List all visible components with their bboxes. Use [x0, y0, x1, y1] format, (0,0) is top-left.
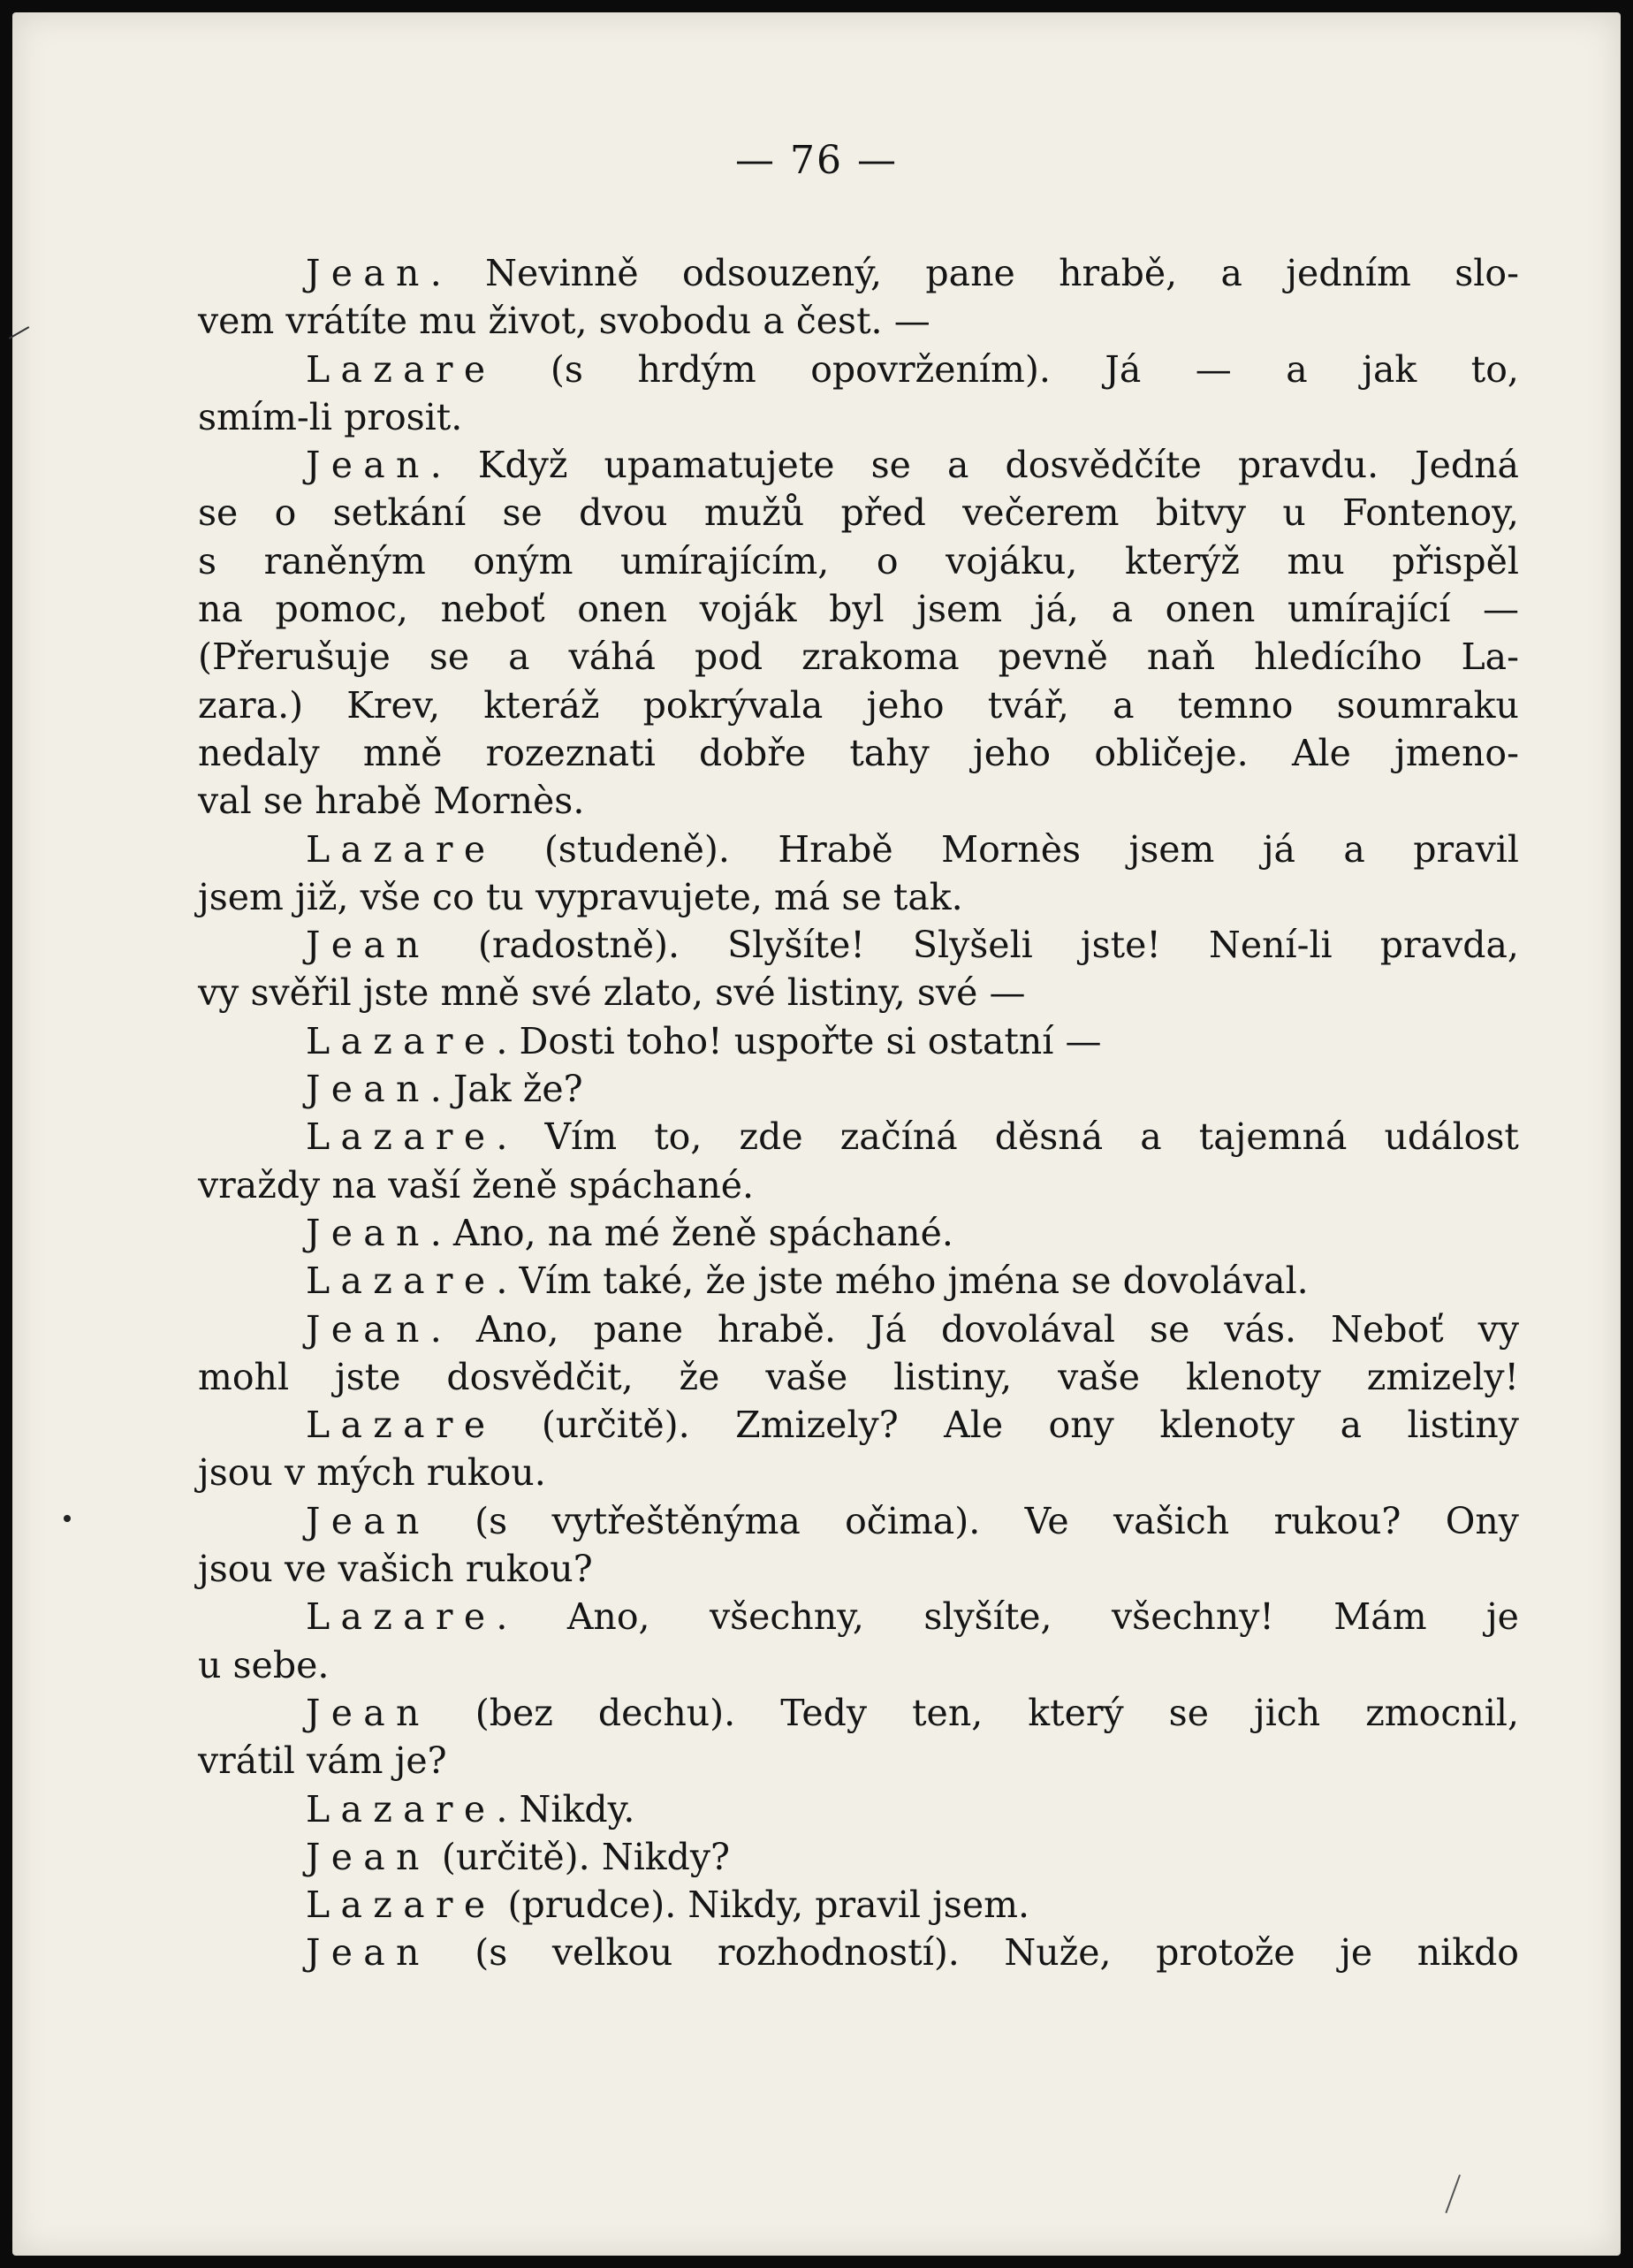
speech-line: Lazare (studeně). Hrabě Mornès jsem já a pravil [306, 827, 1519, 871]
speaker-name: Jean [306, 1499, 430, 1542]
text-line: mohl jste dosvědčit, že vaše listiny, vaše klenoty zmizely! [198, 1355, 1519, 1398]
speech-line: Jean (bez dechu). Tedy ten, který se jich zmocnil, [306, 1691, 1519, 1734]
speaker-name: Jean [306, 1931, 430, 1975]
margin-mark [9, 326, 40, 356]
text-line: u sebe. [198, 1643, 330, 1686]
speech-line: Jean (radostně). Slyšíte! Slyšeli jste! Není-li pravda, [306, 924, 1519, 967]
speaker-name: Lazare [306, 1595, 497, 1639]
ink-dot [64, 1515, 71, 1522]
text-line: zara.) Krev, kteráž pokrývala jeho tvář, a temno soumraku [198, 683, 1519, 727]
text-line: vraždy na vaší ženě spáchané. [198, 1163, 755, 1206]
margin-scribble [1445, 2174, 1493, 2226]
speaker-name: Jean [306, 444, 430, 487]
speaker-name: Jean [306, 1211, 430, 1254]
speech-line: Lazare. Ano, všechny, slyšíte, všechny! Mám je [306, 1595, 1519, 1639]
speaker-name: Lazare [306, 1115, 497, 1159]
speech-line: Lazare (s hrdým opovržením). Já — a jak to, [306, 347, 1519, 391]
text-line: s raněným oným umírajícím, o vojáku, kterýž mu přispěl [198, 539, 1519, 582]
speech-line: Jean (s vytřeštěnýma očima). Ve vašich rukou? Ony [306, 1499, 1519, 1542]
speaker-name: Lazare [306, 1019, 497, 1062]
speaker-name: Jean [306, 1068, 430, 1111]
speech-line: Jean. Nevinně odsouzený, pane hrabě, a jedním slo- [306, 252, 1519, 294]
text-line: val se hrabě Mornès. [198, 780, 585, 823]
text-line: jsou v mých rukou. [198, 1451, 546, 1495]
speaker-name: Jean [306, 1307, 430, 1351]
speech-line: Lazare (prudce). Nikdy, pravil jsem. [306, 1884, 1030, 1927]
speech-line: Jean (s velkou rozhodností). Nuže, protože je nikdo [306, 1931, 1519, 1975]
text-line: vrátil vám je? [198, 1739, 447, 1783]
speech-line: Lazare. Vím to, zde začíná děsná a tajemná událost [306, 1115, 1519, 1159]
book-page [12, 12, 1621, 2256]
speaker-name: Jean [306, 252, 430, 294]
body-text [198, 249, 1519, 1977]
text-line: na pomoc, neboť onen voják byl jsem já, a onen umírající — [198, 588, 1519, 631]
text-line: vy svěřil jste mně své zlato, své listiny, své — [198, 971, 1026, 1015]
speaker-name: Lazare [306, 1787, 497, 1830]
speech-line: Lazare. Vím také, že jste mého jména se dovolával. [306, 1260, 1309, 1303]
speaker-name: Lazare [306, 347, 497, 391]
text-line: vem vrátíte mu život, svobodu a čest. — [198, 300, 930, 343]
speech-line: Lazare. Dosti toho! uspořte si ostatní — [306, 1019, 1102, 1062]
speech-line: Jean. Ano, na mé ženě spáchané. [306, 1211, 953, 1254]
speech-line: Lazare. Nikdy. [306, 1787, 635, 1830]
speech-line: Jean. Jak že? [306, 1068, 583, 1111]
speaker-name: Lazare [306, 827, 497, 871]
speaker-name: Jean [306, 1835, 430, 1878]
text-line: (Přerušuje se a váhá pod zrakoma pevně naň hledícího La- [198, 635, 1519, 679]
text-line: smím-li prosit. [198, 395, 463, 438]
speech-line: Jean. Ano, pane hrabě. Já dovolával se vás. Neboť vy [306, 1307, 1519, 1351]
text-line: jsem již, vše co tu vypravujete, má se tak. [198, 875, 963, 918]
speaker-name: Lazare [306, 1260, 497, 1303]
text-line: jsou ve vašich rukou? [198, 1548, 593, 1591]
text-line: se o setkání se dvou mužů před večerem bitvy u Fontenoy, [198, 491, 1519, 535]
speaker-name: Jean [306, 924, 430, 967]
speaker-name: Lazare [306, 1404, 497, 1447]
speech-line: Jean. Když upamatujete se a dosvědčíte pravdu. Jedná [306, 444, 1519, 487]
speaker-name: Lazare [306, 1884, 497, 1927]
speech-line: Jean (určitě). Nikdy? [306, 1835, 731, 1878]
text-line: nedaly mně rozeznati dobře tahy jeho obličeje. Ale jmeno- [198, 731, 1519, 774]
speech-line: Lazare (určitě). Zmizely? Ale ony klenoty a listiny [306, 1404, 1519, 1447]
page-number: — 76 — [735, 138, 898, 183]
speaker-name: Jean [306, 1691, 430, 1734]
